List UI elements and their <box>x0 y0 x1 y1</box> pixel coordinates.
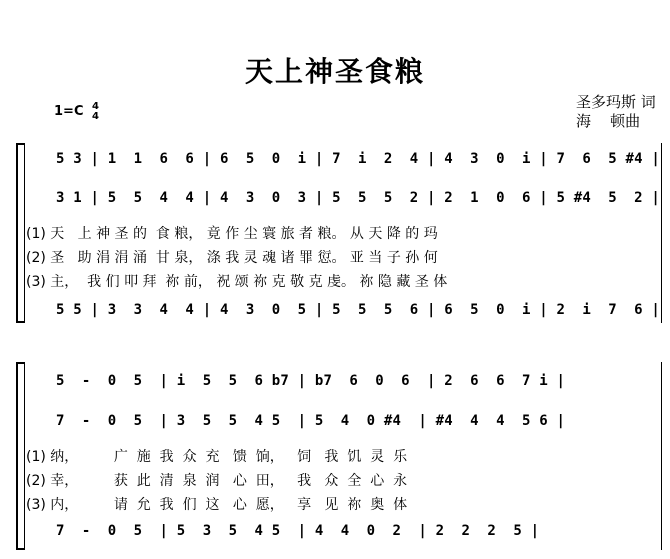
system1-soprano: 5 3 | 1 1 6 6 | 6 5 0 i | 7 i 2 4 | 4 3 0 i | 7 6 5 #4 | <box>56 151 661 167</box>
system1-alto: 3 1 | 5 5 4 4 | 4 3 0 3 | 5 5 5 2 | 2 1 0 6 | 5 #4 5 2 | <box>56 190 661 206</box>
system1-verse-1: (1) 天 上 神 圣 的 食 粮， 竟 作 尘 寰 旅 者 粮。 从 天 降 的 玛 <box>26 226 438 242</box>
system2-end-line <box>661 362 662 550</box>
system1-verse-2: (2) 圣 助 涓 涓 涌 甘 泉， 涤 我 灵 魂 诸 罪 愆。 亚 当 子 孙 何 <box>26 250 438 266</box>
system2-bracket <box>16 362 18 550</box>
meter-top: 4 <box>92 101 99 112</box>
system2-bass: 7 - 0 5 | 5 3 5 4 5 | 4 4 0 2 | 2 2 2 5 | <box>56 523 540 539</box>
system2-verse-1: (1) 纳， 广 施 我 众 充 馈 饷， 饲 我 饥 灵 乐 <box>26 449 408 465</box>
system1-line <box>24 143 25 323</box>
system2-alto: 7 - 0 5 | 3 5 5 4 5 | 5 4 0 #4 | #4 4 4 5 6 | <box>56 413 566 429</box>
composer: 海 顿曲 <box>576 112 641 130</box>
credits <box>576 93 656 131</box>
system1-bass: 5 5 | 3 3 4 4 | 4 3 0 5 | 5 5 5 6 | 6 5 0 i | 2 i 7 6 | <box>56 302 661 318</box>
time-signature <box>92 102 99 122</box>
system1-end-line <box>661 143 662 323</box>
system2-verse-3: (3) 内， 请 允 我 们 这 心 愿， 享 见 祢 奥 体 <box>26 497 408 513</box>
system2-line <box>24 362 25 550</box>
system1-bracket <box>16 143 18 323</box>
system2-verse-2: (2) 幸， 获 此 清 泉 润 心 田， 我 众 全 心 永 <box>26 473 408 489</box>
system1-verse-3: (3) 主， 我 们 叩 拜 祢 前， 祝 颂 祢 克 敬 克 虔。 祢 隐 藏 圣 体 <box>26 274 448 290</box>
system2-soprano: 5 - 0 5 | i 5 5 6 b7 | b7 6 0 6 | 2 6 6 7 i | <box>56 373 566 389</box>
song-title: 天上神圣食粮 <box>244 55 425 88</box>
key-signature: 1=C <box>54 104 84 119</box>
meter-bottom: 4 <box>92 111 99 122</box>
lyricist: 圣多玛斯 词 <box>576 93 656 111</box>
